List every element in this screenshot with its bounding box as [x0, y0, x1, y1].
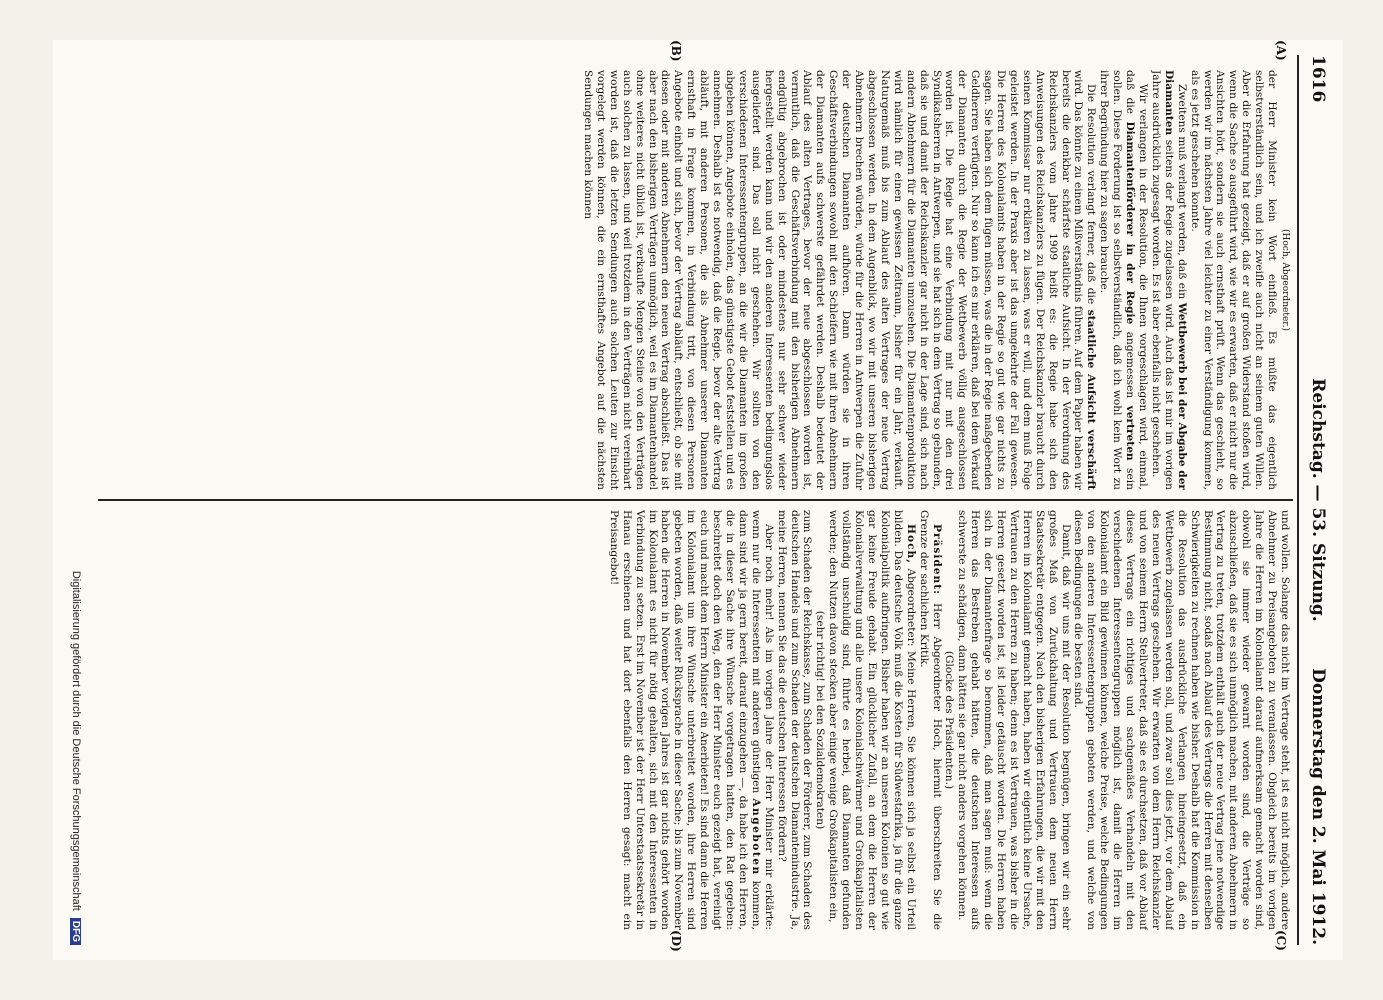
emphasis-text: Angeboten [749, 798, 762, 876]
left-paragraph: Wir verlangen in der Resolution, die Ihnen vorgeschlagen wird, einmal, daß die Diamantenförderer in der Regie angemessen vertreten sein sollen. Diese Forderung ist so selbstverständlich, daß ich wohl kein Wort zu ihrer Begründung hier zu sagen brauche. [1098, 70, 1150, 490]
margin-mark-c: (C) [1274, 930, 1288, 951]
page-number: 1616 [1308, 55, 1328, 103]
speaker-head: (Hoch, Abgeordneter.) [1280, 229, 1290, 331]
emphasis-text: Wettbewerb bei der Abgabe der Diamanten [1162, 70, 1188, 490]
right-column [91, 510, 1291, 930]
right-paragraph: zum Schaden der Reichskasse, zum Schaden der Förderer, zum Schaden des deutschen Handels und zum Schaden der deutschen Diamantenindustrie. Ja, meine Herren, nennen Sie das die deutschen Interessen fördern? [775, 510, 814, 930]
page-header [1300, 55, 1328, 945]
margin-mark-b: (B) [669, 40, 683, 62]
dfg-logo: DFG [70, 918, 81, 945]
right-paragraph: und wollen. Solange das nicht im Vertrage steht, ist es nicht möglich, andere Abnehmer zu Preisangeboten zu veranlassen. Obgleich bereits im vorigen Jahre die Herren im Kolonialamt darauf aufmerksam gemacht worden sind, obwohl sie immer wieder gewarnt worden sind, die Verträge so abzuschließen, daß sie es sich unmöglich machen, mit anderen Abnehmern in Vertrag zu treten, trotzdem enthält auch der neue Vertrag jene notwendige Bestimmung nicht, sodaß nach Ablauf des Vertrags die Herren mit denselben Schwierigkeiten zu rechnen haben wie bisher. Deshalb hat die Kommission in die Resolution das ausdrückliche Verlangen hineingesetzt, daß ein Wettbewerb zugelassen werden soll, und zwar soll dies jetzt, vor dem Ablauf des neuen Vertrags geschehen. Wir erwarten von dem Herrn Reichskanzler und von seinem Herrn Stellvertreter, daß sie es durchsetzen, daß vor Ablauf dieses Vertrags ein richtiges und sachgemäßes Verhandeln mit den verschiedenen Interessentengruppen möglich ist, damit die Herren im Kolonialamt ein Bild gewinnen können, welche Preise, welche Bedingungen von den anderen Interessentengruppen geboten werden, und welche von diesen Bedingungen die besten sind. [1072, 510, 1291, 930]
left-paragraph: Die Resolution verlangt ferner, daß die staatliche Aufsicht verschärft wird. Das könnte zu einem Mißverständnis führen. Auf dem Papier haben wir bereits die denkbar schärfste staatliche Aufsicht. In der Verordnung des Reichskanzlers vom Jahre 1909 heißt es: die Regie habe sich den Anweisungen des Reichskanzlers zu fügen. Der Reichskanzler braucht durch seinen Kommissar nur erklären zu lassen, was er will, und dem muß Folge geleistet werden. In der Praxis aber ist das umgekehrte der Fall gewesen. Die Herren des Kolonialamts haben in der Regie so gut wie gar nichts zu sagen. Sie haben sich dem fügen müssen, was die in der Regie maßgebenden Geldherren verfügten. Nur so kann ich es mir erklären, daß bei dem Verkauf der Diamanten durch die Regie der Wettbewerb völlig ausgeschlossen worden ist. Die Regie hat eine Verbindung mit nur mit den drei Syndikatsherren in Antwerpen, und sie hat sich in dem Vertrag so gebunden, daß sie und damit der Reichskanzler gar nicht in der Lage sind, sich nach andern Abnehmern für die Diamanten umzusehen. Die Diamantenproduktion wird nämlich für einen gewissen Zeitraum, bisher für ein Jahr, verkauft. Naturgemäß muß bis zum Ablauf des alten Vertrages der neue Vertrag abgeschlossen werden. In dem Augenblick, wo wir mit unseren bisherigen Abnehmern brechen würden, würde für die Herren in Antwerpen die Zufuhr der deutschen Diamanten aufhören. Dann würden sie in ihren Geschäftsverbindungen sowohl mit den Schleifern wie mit ihren Abnehmern der Diamanten aufs schwerste gefährdet werden. Deshalb bedeutet der Ablauf des alten Vertrages, bevor der neue abgeschlossen worden ist, vermutlich, daß die Geschäftsverbindung mit den bisherigen Abnehmern endgültig abgebrochen ist oder mindestens nur sehr schwer wieder hergestellt werden kann und wir den anderen Interessenten bedingungslos ausgeliefert sind. Das soll nicht geschehen. Wir sollten von den verschiedenen Interessentengruppen, an die wir die Diamanten im großen abgeben können, Angebote einholen, das günstigste Gebot feststellen und es annehmen. Deshalb ist es notwendig, daß die Regie, bevor der alte Vertrag abläuft, mit anderen Personen, die als Abnehmer unserer Diamanten ernsthaft in Frage kommen, in Verbindung tritt, von diesen Personen Angebote einholt und sich, bevor der Vertrag abläuft, entschließt, ob sie mit diesen oder mit anderen Abnehmern den neuen Vertrag abschließt. Das ist aber nach den bisherigen Verträgen unmöglich, weil es im Diamantenhandel ohne weiteres nicht üblich ist, verkaufte Mengen Steine von den Verträgen auch solchen zu lassen, und weil trotzdem in den Verträgen nicht vereinbart worden ist, daß die letzten Sendungen auch solchen Leuten zur Einsicht vorgelegt werden können, die ein ernsthaftes Angebot auf die nächsten Sendungen machen können [582, 70, 1098, 490]
header-rule [1297, 55, 1299, 945]
left-paragraph: der Herr Minister kein Wort einfließ. Es müßte das eigentlich selbstverständlich sein, und ich zweifle auch nicht an seinem guten Willen. Aber die Erfahrung hat gezeigt, daß er auf großen Widerstand stoßen wird, wenn die Sache so ausgeführt wird, wie wir es erwarten, daß er nicht nur die Ansichten hört, sondern sie auch ernsthaft prüft. Wenn das geschieht, so werden wir im nächsten Jahre viel leichter zu einer Verständigung kommen, als es jetzt geschehen konnte. [1188, 70, 1279, 490]
hoch-speech: Hoch, Abgeordneter: Meine Herren, Sie können sich ja selbst ein Urteil bilden. Das deutsche Volk muß die Kosten für Südwestafrika, ja für die ganze Kolonialpolitik aufbringen. Bisher haben wir an unseren Kolonien so gut wie gar keine Freude gehabt. Ein glücklicher Zufall, an dem die Herren der Kolonialverwaltung und alle unsere Kolonialschwärmer und Großkapitalisten vollständig unschuldig sind, führte es herbei, daß Diamanten gefunden werden; den Nutzen davon stecken aber einige wenige Großkapitalisten ein, [827, 510, 917, 930]
stage-direction: (sehr richtig! bei den Sozialdemokraten) [814, 610, 827, 830]
right-paragraph: Damit, daß wir uns mit der Resolution begnügen, bringen wir ein sehr großes Maß von Zurückhaltung und Vertrauen dem neuen Herrn Staatssekretär entgegen. Nach den bisherigen Erfahrungen, die wir mit den Herren im Kolonialamt gemacht haben, haben wir eigentlich keine Ursache, Vertrauen zu den Herren zu haben; denn es ist Vertrauen, was bisher in die Herren gesetzt worden ist, ist leider getäuscht worden. Die Herren haben sich in der Diamantenfrage so benommen, daß man sagen muß: wenn die Herren das Bestreben gehabt hätten, die deutschen Interessen aufs schwerste zu schädigen, dann hätten sie gar nicht anders vorgehen können. [956, 510, 1072, 930]
emphasis-text: staatliche Aufsicht verschärft [1085, 309, 1098, 490]
margin-mark-a: (A) [1274, 40, 1288, 61]
speaker-label: Hoch, [904, 524, 917, 564]
stage-direction: (Glocke des Präsidenten.) [943, 650, 956, 790]
margin-mark-d: (D) [669, 930, 683, 952]
emphasis-text: Diamantenförderer in der Regie [1124, 121, 1137, 325]
column-divider [98, 499, 1293, 501]
digitization-credit [66, 55, 82, 945]
header-session: Reichstag. — 53. Sitzung. [1308, 378, 1328, 622]
president-remark: Präsident: Herr Abgeordneter Hoch, hiermit überschreiten Sie die Grenze der sachlichen Kritik. [917, 510, 943, 930]
header-date: Donnerstag den 2. Mai 1912. [1308, 668, 1328, 945]
speaker-label: Präsident: [930, 524, 943, 596]
left-column [91, 70, 1291, 490]
left-paragraph: Zweitens muß verlangt werden, daß ein Wettbewerb bei der Abgabe der Diamanten seitens der Regie zugelassen wird. Auch das ist mir im vorigen Jahre ausdrücklich zugesagt worden. Es ist aber ebenfalls nicht geschehen. [1149, 70, 1188, 490]
emphasis-text: vertreten [1124, 405, 1137, 461]
right-paragraph: Aber noch mehr! Als im vorigen Jahre der Herr Minister mir erklärte: wenn nur die Interessenten mit anderen günstigen Angeboten kommen, dann sind wir ja gern bereit, darauf einzugehen —, da habe ich den Herren, die in dieser Sache ihre Wünsche vorgetragen hatten, den Rat gegeben: beschreitet doch den Weg, den der Herr Minister euch gezeigt hat, vereinigt euch und macht dem Herrn Minister ein Anerbieten! Es sind dann die Herren im Kolonialamt um ihre Wünsche unterbreitet worden, ihre Herren sind gebeten worden, daß weiter Rücksprache in dieser Sache; bis zum November haben die Herren in November vorigen Jahres ist gar nichts gehört worden im Kolonialamt es nicht für nötig gehalten, sich mit den Interessenten in Verbindung zu setzen. Erst im November ist der Herr Unterstaatssekretär in Hanau erschienen und hat dort ebenfalls den Herren gesagt: macht ein Preisangebot! [607, 510, 775, 930]
credit-text: Digitalisierung gefördert durch die Deutsche Forschungsgemeinschaft [70, 570, 82, 911]
